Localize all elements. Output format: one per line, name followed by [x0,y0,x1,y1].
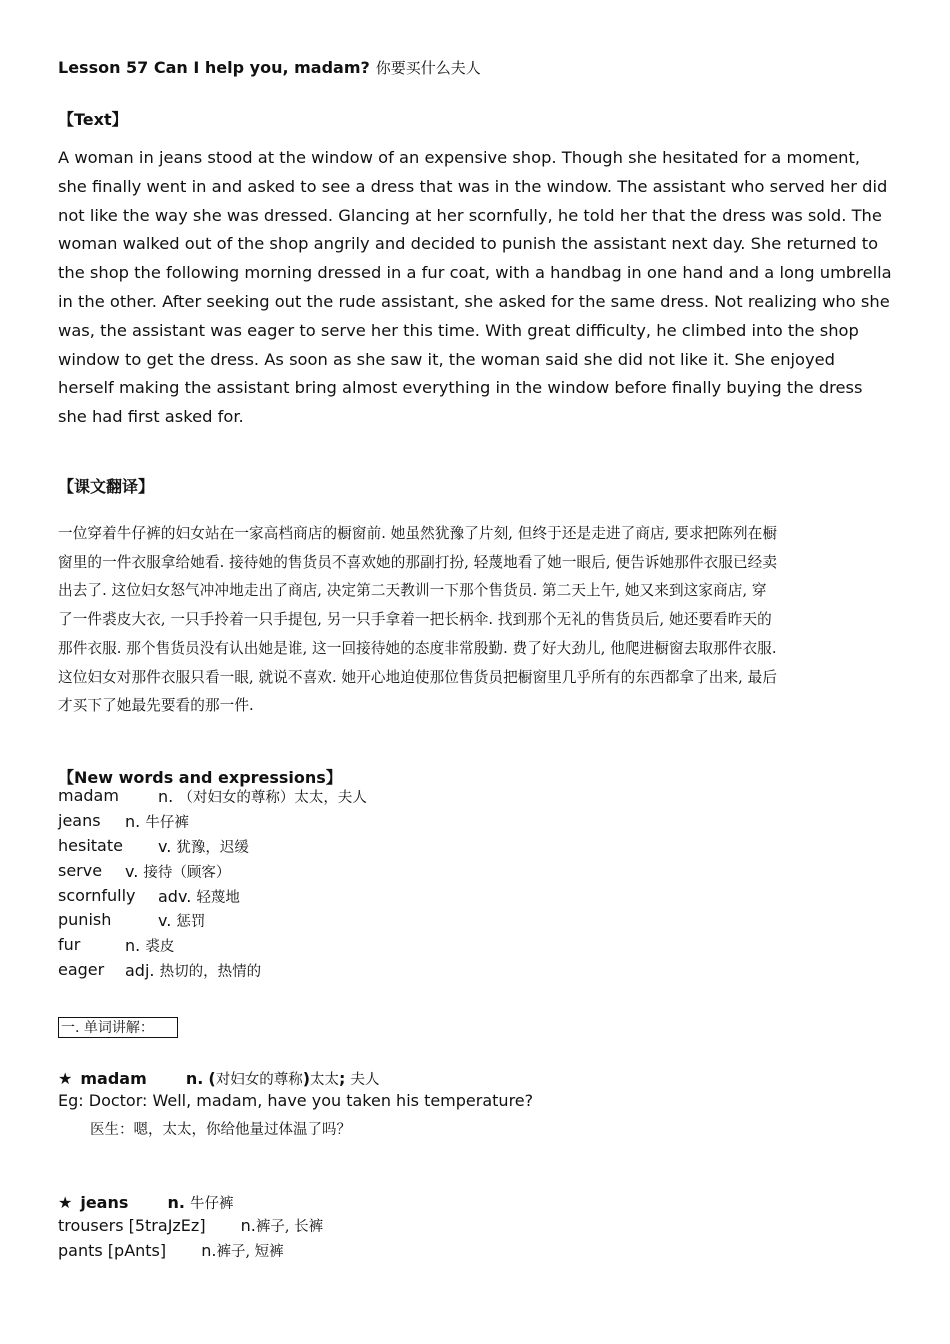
text-line: herself making the assistant bring almost everything in the window before finally buying the dress [58,378,863,398]
text-line: woman walked out of the shop angrily and decided to punish the assistant next day. She returned to [58,234,879,254]
vocab-definition [158,836,249,857]
vocab-meaning: 犹豫，迟缓 [176,839,249,856]
related-word: pants [pAnts] [58,1241,167,1260]
text-heading: 【Text】 [58,110,128,129]
vocab-word: punish [58,910,112,930]
lesson-text [58,144,894,432]
related-word-meaning: 裤子, 短裤 [216,1244,284,1260]
translation-line: 一位穿着牛仔裤的妇女站在一家高档商店的橱窗前. 她虽然犹豫了片刻, 但终于还是走进了商店, 要求把陈列在橱 [58,525,778,542]
entry-example-en: Eg: Doctor: Well, madam, have you taken his temperature? [58,1091,534,1110]
entry-meaning: 夫人 [350,1072,380,1088]
translation-line: 这位妇女对那件衣服只看一眼, 就说不喜欢. 她开心地迫使那位售货员把橱窗里几乎所有的东西都拿了出来, 最后 [58,668,778,686]
translation-line: 窗里的一件衣服拿给她看. 接待她的售货员不喜欢她的那副打扮, 轻蔑地看了她一眼后, 便告诉她那件衣服已经卖 [58,553,778,571]
lesson-title-cn: 你要买什么夫人 [375,59,481,77]
entry-jeans-header [58,1192,234,1213]
vocab-meaning: 轻蔑地 [196,889,240,906]
text-line: A woman in jeans stood at the window of an expensive shop. Though she hesitated for a moment, [58,148,861,167]
text-line: she finally went in and asked to see a dress that was in the window. The assistant who served her did [58,176,888,196]
entry-paren-open: ( [208,1069,216,1088]
vocab-word: madam [58,786,119,805]
vocab-word: jeans [58,810,101,830]
star-icon: ★ [58,1069,73,1088]
word-explanation-label: 一. 单词讲解： [58,1017,178,1038]
vocab-definition [158,910,205,931]
vocab-pos: adj. [125,961,155,981]
translation-line: 出去了. 这位妇女怒气冲冲地走出了商店, 决定第二天教训一下那个售货员. 第二天上午, 她又来到这家商店, 穿 [58,582,767,600]
entry-paren-close: ) [302,1069,311,1088]
vocab-word: eager [58,960,105,980]
text-line: was, the assistant was eager to serve her this time. With great difficulty, he climbed into the shop [58,320,859,340]
related-word-pos: n. [201,1241,217,1260]
vocab-word: serve [58,860,103,880]
entry-headword: jeans [80,1193,129,1212]
vocab-definition [158,786,367,807]
text-line: she had first asked for. [58,407,244,427]
text-line: the shop the following morning dressed in a fur coat, with a handbag in one hand and a long umbrella [58,263,892,283]
vocab-pos: v. [125,861,139,881]
entry-madam-header [58,1068,380,1089]
star-icon: ★ [58,1193,73,1212]
related-word-pos: n. [240,1216,256,1235]
entry-headword: madam [80,1069,147,1088]
translation-line: 了一件裘皮大衣, 一只手拎着一只手提包, 另一只手拿着一把长柄伞. 找到那个无礼的售货员后, 她还要看昨天的 [58,611,772,629]
entry-pos: n. [185,1069,204,1088]
vocab-meaning: 惩罚 [176,914,206,931]
entry-note: 对妇女的尊称 [215,1072,303,1088]
text-line: not like the way she was dressed. Glancing at her scornfully, he told her that the dress was sold. The [58,205,882,225]
vocab-meaning: （对妇女的尊称）太太，夫人 [178,790,367,806]
vocab-definition [158,886,240,907]
vocab-word: scornfully [58,885,136,905]
words-heading: 【New words and expressions】 [58,768,342,787]
translation-heading: 【课文翻译】 [58,477,155,496]
vocab-pos: adv. [158,886,192,906]
related-word-line [58,1240,284,1261]
lesson-title-en: Lesson 57 Can I help you, madam? [58,58,370,77]
translation-text [58,520,894,721]
vocab-pos: n. [158,787,174,806]
entry-pos: n. [167,1193,185,1212]
translation-line: 那件衣服. 那个售货员没有认出她是谁, 这一回接待她的态度非常殷勤. 费了好大劲儿, 他爬进橱窗去取那件衣服. [58,639,777,657]
text-line: in the other. After seeking out the rude assistant, she asked for the same dress. Not realizing who she [58,291,890,311]
vocab-meaning: 热切的，热情的 [159,964,262,981]
translation-line: 才买下了她最先要看的那一件. [58,697,254,715]
vocab-pos: v. [158,911,172,931]
vocab-pos: n. [125,936,141,956]
vocab-definition [125,861,230,882]
entry-meaning: 牛仔裤 [190,1196,234,1212]
vocab-word: fur [58,935,81,955]
vocab-meaning: 裘皮 [145,939,175,956]
lesson-title [58,57,481,78]
vocab-definition [125,935,174,956]
entry-separator: ; [339,1069,346,1088]
vocab-pos: v. [158,836,172,856]
entry-meaning: 太太 [310,1072,340,1088]
vocab-meaning: 接待（顾客） [143,864,231,881]
related-word-line [58,1215,323,1236]
entry-example-cn: 医生：嗯，太太，你给他量过体温了吗？ [90,1122,351,1138]
related-word: trousers [5traJzEz] [58,1216,206,1235]
related-word-meaning: 裤子, 长裤 [255,1219,324,1235]
text-line: window to get the dress. As soon as she saw it, the woman said she did not like it. She enjoyed [58,349,835,369]
vocab-word: hesitate [58,835,123,855]
vocab-meaning: 牛仔裤 [145,814,189,831]
vocab-definition [125,960,261,981]
vocab-pos: n. [125,811,141,831]
vocab-definition [125,811,189,832]
